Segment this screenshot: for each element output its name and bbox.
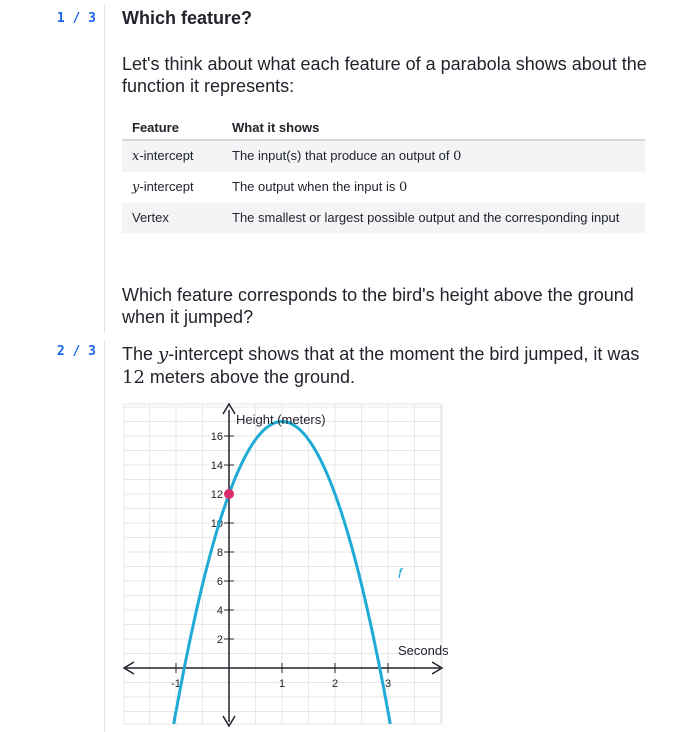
y-intercept-point	[224, 489, 234, 499]
feature-name: Vertex	[132, 210, 169, 225]
explanation-mid: -intercept shows that at the moment the bird jumped, it was	[168, 344, 640, 364]
x-axis-label: Seconds	[398, 643, 449, 658]
feature-variable: y	[132, 180, 140, 195]
step-number: 2 / 3	[56, 344, 96, 359]
feature-name: -intercept	[139, 148, 194, 163]
explanation-post: meters above the ground.	[144, 367, 356, 387]
feature-variable: x	[132, 149, 140, 164]
x-tick-label: 2	[331, 678, 339, 690]
column-header-feature: Feature	[122, 116, 222, 140]
feature-name: -intercept	[139, 179, 194, 194]
description-number: 0	[453, 149, 462, 164]
parabola-curve	[150, 422, 404, 732]
description-text: The output when the input is	[232, 179, 399, 194]
intro-text: Let's think about what each feature of a parabola shows about the function it represents:	[122, 54, 647, 96]
y-tick-label: 4	[216, 605, 223, 617]
explanation-variable: y	[158, 344, 169, 365]
description-text: The smallest or largest possible output and the corresponding input	[232, 210, 620, 225]
x-tick-label: -1	[171, 678, 181, 690]
y-tick-label: 2	[216, 634, 223, 646]
description-text: The input(s) that produce an output of	[232, 148, 454, 163]
y-tick-label: 12	[210, 489, 223, 501]
y-tick-label: 14	[210, 460, 223, 472]
y-tick-label: 8	[216, 547, 223, 559]
question-text: Which feature corresponds to the bird's height above the ground when it jumped?	[122, 285, 634, 327]
y-tick-label: 10	[210, 518, 223, 530]
step-number: 1 / 3	[56, 11, 96, 26]
graph-frame	[124, 404, 442, 724]
graph-ticks	[171, 431, 391, 690]
graph-grid	[124, 404, 442, 724]
explanation-pre: The	[122, 344, 159, 364]
description-number: 0	[398, 180, 408, 195]
function-label: f	[398, 565, 402, 581]
step-title: Which feature?	[122, 8, 253, 28]
column-header-what-it-shows: What it shows	[222, 116, 645, 140]
y-axis-label: Height (meters)	[236, 412, 326, 427]
x-tick-label: 1	[278, 678, 286, 690]
y-tick-label: 6	[216, 576, 223, 588]
x-tick-label: 3	[384, 678, 392, 690]
y-tick-label: 16	[210, 431, 223, 443]
explanation-number: 12	[122, 367, 145, 388]
